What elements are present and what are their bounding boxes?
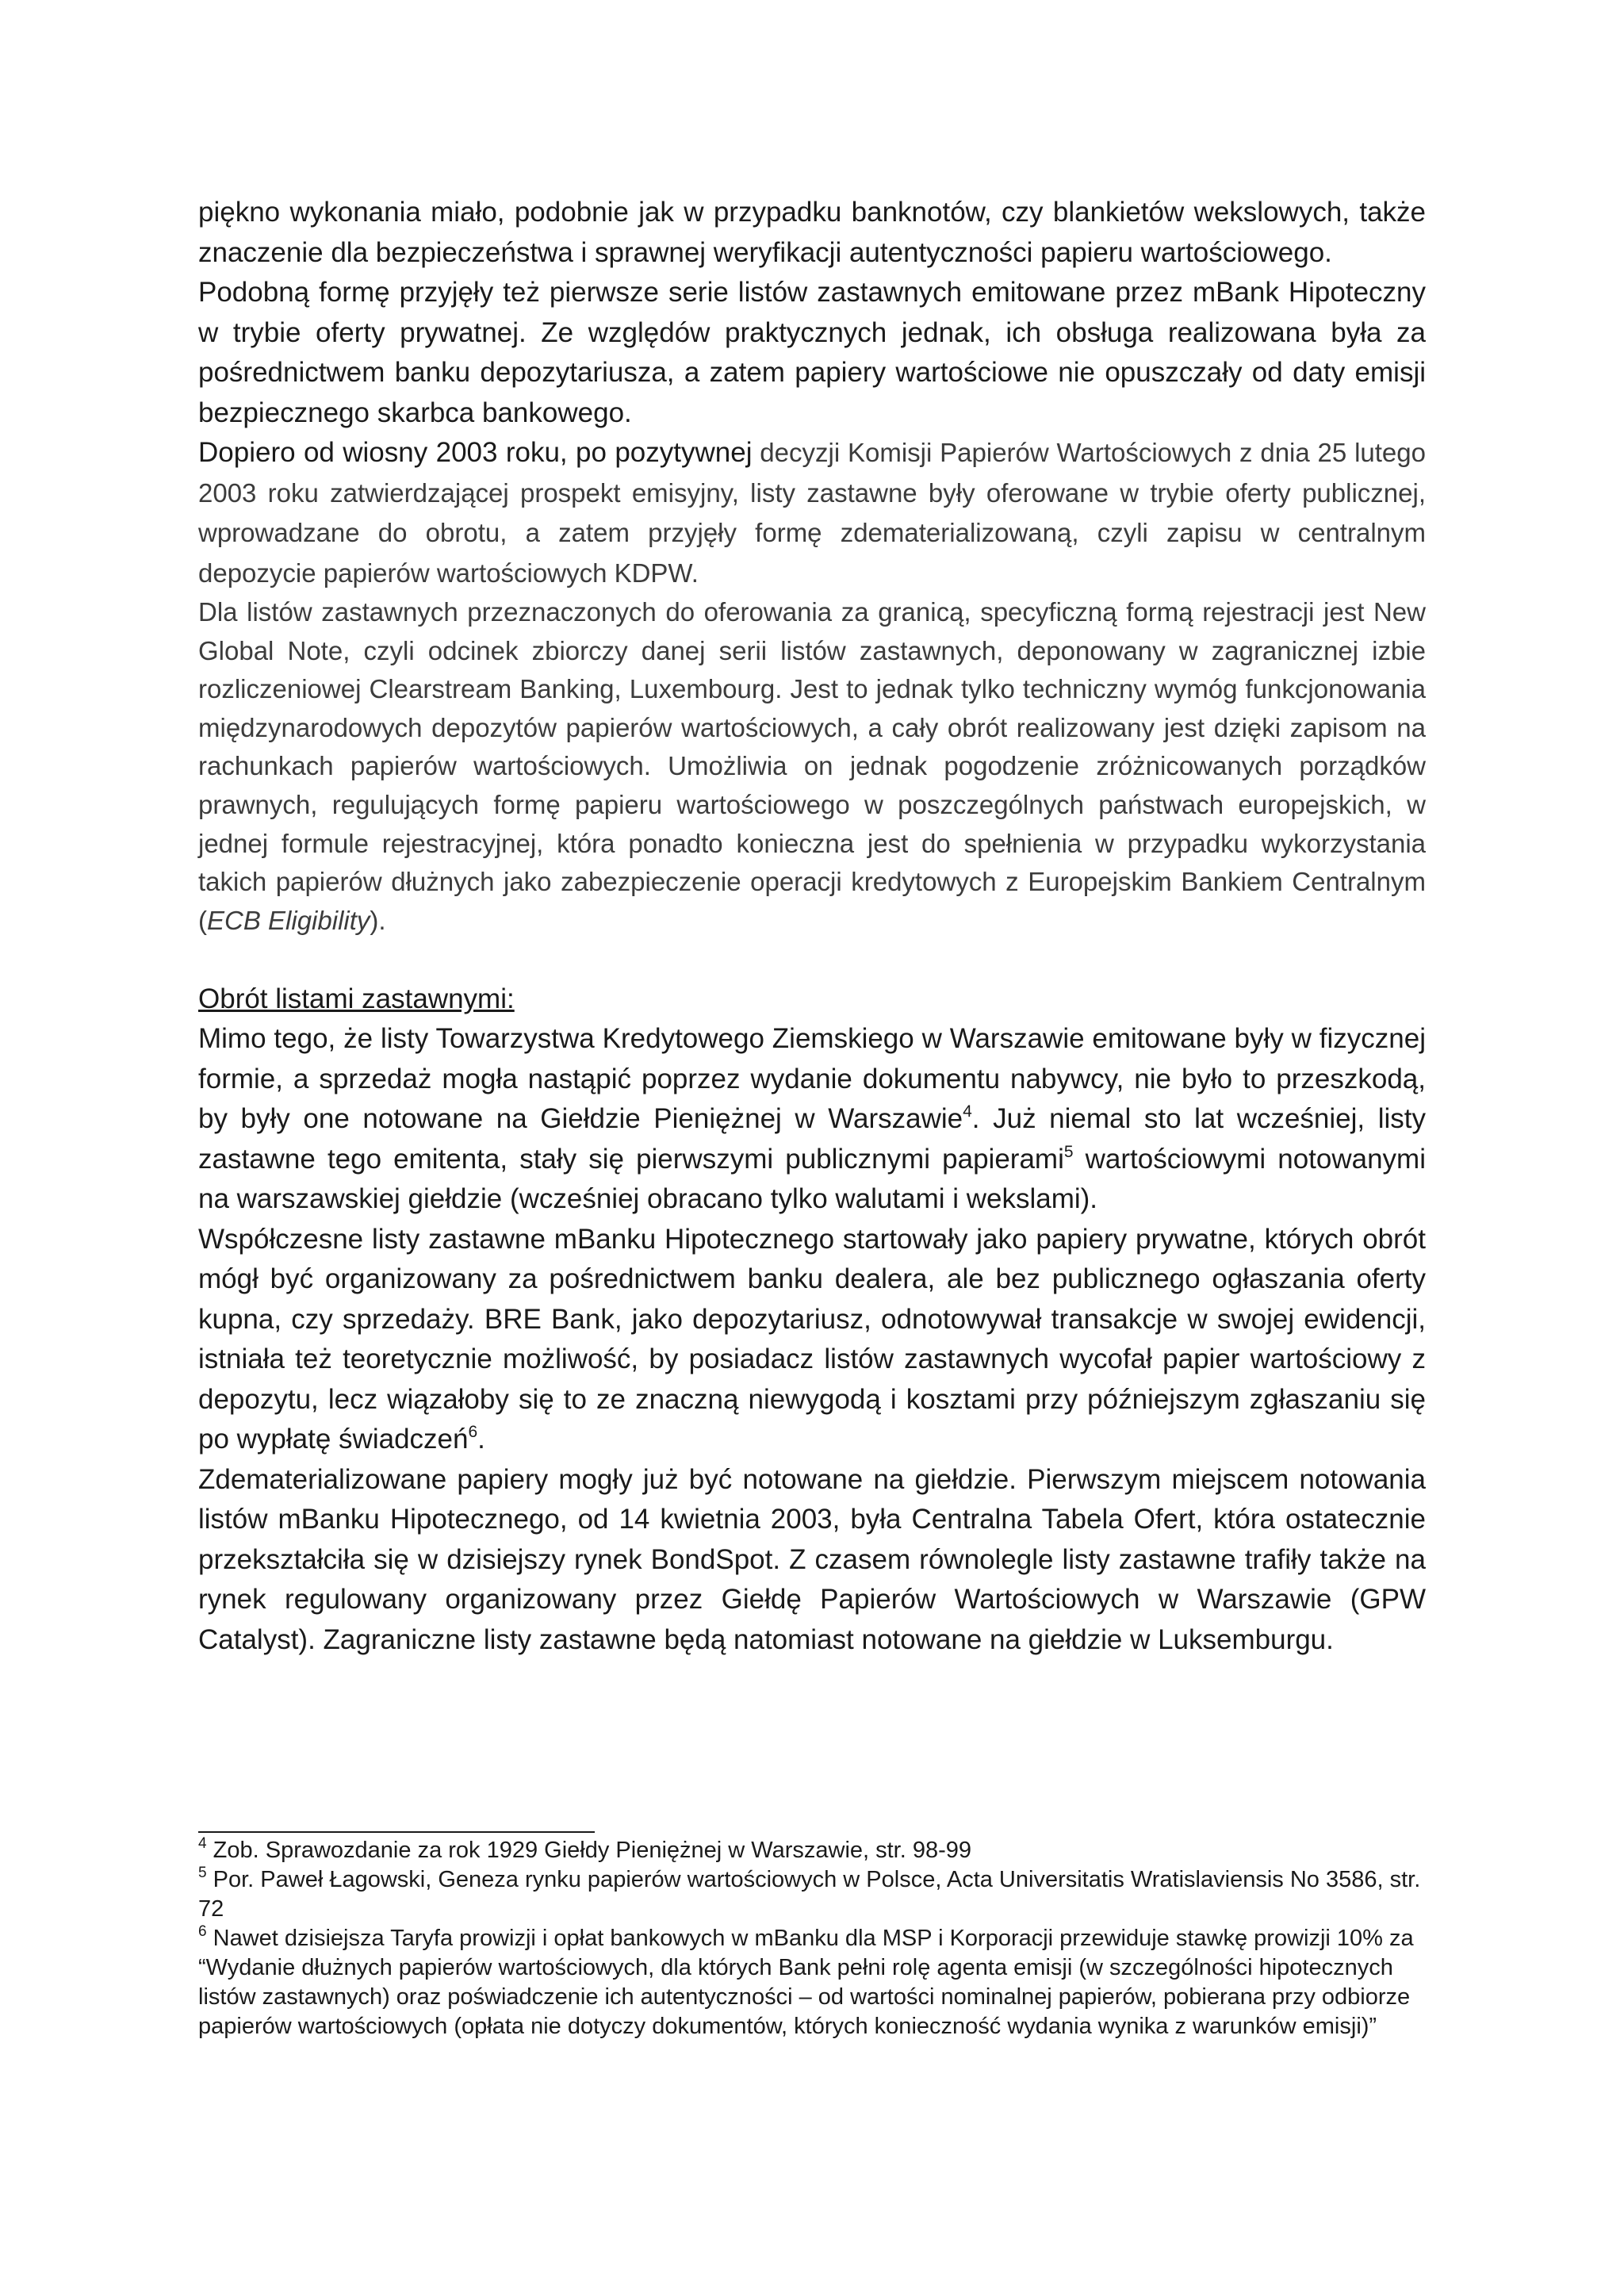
footnote-5 <box>198 1865 1426 1924</box>
footnote-text: Por. Paweł Łagowski, Geneza rynku papierów wartościowych w Polsce, Acta Universitatis Wratislaviensis No 3586, str. 72 <box>198 1867 1421 1922</box>
paragraph-5-part-a: Mimo tego, że listy Towarzystwa Kredytowego Ziemskiego w Warszawie emitowane były w fizycznej formie, a sprzedaż mogła nastąpić poprzez wydanie dokumentu nabywcy, nie było to przeszkodą, by były one notowane na Giełdzie Pieniężnej w Warszawie <box>198 1023 1426 1135</box>
paragraph-4-text: Dla listów zastawnych przeznaczonych do oferowania za granicą, specyficzną formą rejestracji jest New Global Note, czyli odcinek zbiorczy danej serii listów zastawnych, deponowany w zagranicznej izbie rozliczeniowej Clearstream Banking, Luxembourg. Jest to jednak tylko techniczny wymóg funkcjonowania międzynarodowych depozytów papierów wartościowych, a cały obrót realizowany jest dzięki zapisom na rachunkach papierów wartościowych. Umożliwia on jednak pogodzenie zróżnicowanych porządków prawnych, regulujących formę papieru wartościowego w poszczególnych państwach europejskich, w jednej formule rejestracyjnej, która ponadto konieczna jest do spełnienia w przypadku wykorzystania takich papierów dłużnych jako zabezpieczenie operacji kredytowych z Europejskim Bankiem Centralnym ( <box>198 597 1426 935</box>
paragraph-6 <box>198 1220 1426 1460</box>
footnote-ref-5[interactable]: 5 <box>1063 1142 1074 1161</box>
paragraph-3-start: Dopiero od wiosny 2003 roku, po pozytywnej <box>198 437 753 468</box>
footnote-text: Zob. Sprawozdanie za rok 1929 Giełdy Pieniężnej w Warszawie, str. 98-99 <box>206 1838 972 1863</box>
paragraph-5-part-c: wartościowymi notowanymi na warszawskiej giełdzie (wcześniej obracano tylko walutami i wekslami). <box>198 1143 1426 1215</box>
paragraph-4 <box>198 593 1426 940</box>
footnote-number: 6 <box>198 1923 207 1940</box>
footnote-6 <box>198 1924 1426 2041</box>
footnotes <box>198 1836 1426 2041</box>
footnote-4 <box>198 1836 1426 1865</box>
paragraph-7: Zdematerializowane papiery mogły już być notowane na giełdzie. Pierwszym miejscem notowania listów mBanku Hipotecznego, od 14 kwietnia 2003, była Centralna Tabela Ofert, która ostatecznie przekształciła się w dzisiejszy rynek BondSpot. Z czasem równolegle listy zastawne trafiły także na rynek regulowany organizowany przez Giełdę Papierów Wartościowych w Warszawie (GPW Catalyst). Zagraniczne listy zastawne będą natomiast notowane na giełdzie w Luksemburgu. <box>198 1463 1426 1655</box>
paragraph-1 <box>198 193 1426 273</box>
ecb-eligibility-term: ECB Eligibility <box>207 905 370 935</box>
paragraph-6-part-b: . <box>477 1424 485 1455</box>
footnote-ref-6[interactable]: 6 <box>468 1423 478 1442</box>
footnote-divider <box>198 1831 595 1833</box>
footnote-text: Nawet dzisiejsza Taryfa prowizji i opłat bankowych w mBanku dla MSP i Korporacji przewiduje stawkę prowizji 10% za “Wydanie dłużnych papierów wartościowych, dla których Bank pełni rolę agenta emisji (w szczególności hipotecznych listów zastawnych) oraz poświadczenie ich autentyczności – od wartości nominalnej papierów, pobierana przy odbiorze papierów wartościowych (opłata nie dotyczy dokumentów, których konieczność wydania wynika z warunków emisji)” <box>198 1926 1414 2039</box>
footnote-number: 5 <box>198 1865 207 1881</box>
footnote-ref-4[interactable]: 4 <box>963 1102 972 1121</box>
paragraph-5-part-b: . Już niemal sto lat wcześniej, listy zastawne tego emitenta, stały się pierwszymi publicznymi papierami <box>198 1103 1427 1175</box>
paragraph-3 <box>198 433 1426 593</box>
footnote-number: 4 <box>198 1835 207 1852</box>
paragraph-5 <box>198 1019 1426 1220</box>
paragraph-4-end: ). <box>370 905 386 935</box>
section-heading: Obrót listami zastawnymi: <box>198 983 515 1015</box>
paragraph-1-rest: także znaczenie dla bezpieczeństwa i sprawnej weryfikacji autentyczności papieru wartościowego. <box>198 197 1426 268</box>
paragraph-3-rest: decyzji Komisji Papierów Wartościowych z dnia 25 lutego 2003 roku zatwierdzającej prospekt emisyjny, listy zastawne były oferowane w trybie oferty publicznej, wprowadzane do obrotu, a zatem przyjęły formę zdematerializowaną, czyli zapisu w centralnym depozycie papierów wartościowych KDPW. <box>198 438 1426 588</box>
paragraph-1-line-1: piękno wykonania miało, podobnie jak w przypadku banknotów, czy blankietów wekslowych, <box>198 197 1350 228</box>
document-body <box>198 193 1426 1660</box>
paragraph-2: Podobną formę przyjęły też pierwsze serie listów zastawnych emitowane przez mBank Hipoteczny w trybie oferty prywatnej. Ze względów praktycznych jednak, ich obsługa realizowana była za pośrednictwem banku depozytariusza, a zatem papiery wartościowe nie opuszczały od daty emisji bezpiecznego skarbca bankowego. <box>198 277 1426 428</box>
paragraph-6-part-a: Współczesne listy zastawne mBanku Hipotecznego startowały jako papiery prywatne, których obrót mógł być organizowany za pośrednictwem banku dealera, ale bez publicznego ogłaszania oferty kupna, czy sprzedaży. BRE Bank, jako depozytariusz, odnotowywał transakcje w swojej ewidencji, istniała też teoretycznie możliwość, by posiadacz listów zastawnych wycofał papier wartościowy z depozytu, lecz wiązałoby się to ze znaczną niewygodą i kosztami przy późniejszym zgłaszaniu się po wypłatę świadczeń <box>198 1223 1426 1455</box>
